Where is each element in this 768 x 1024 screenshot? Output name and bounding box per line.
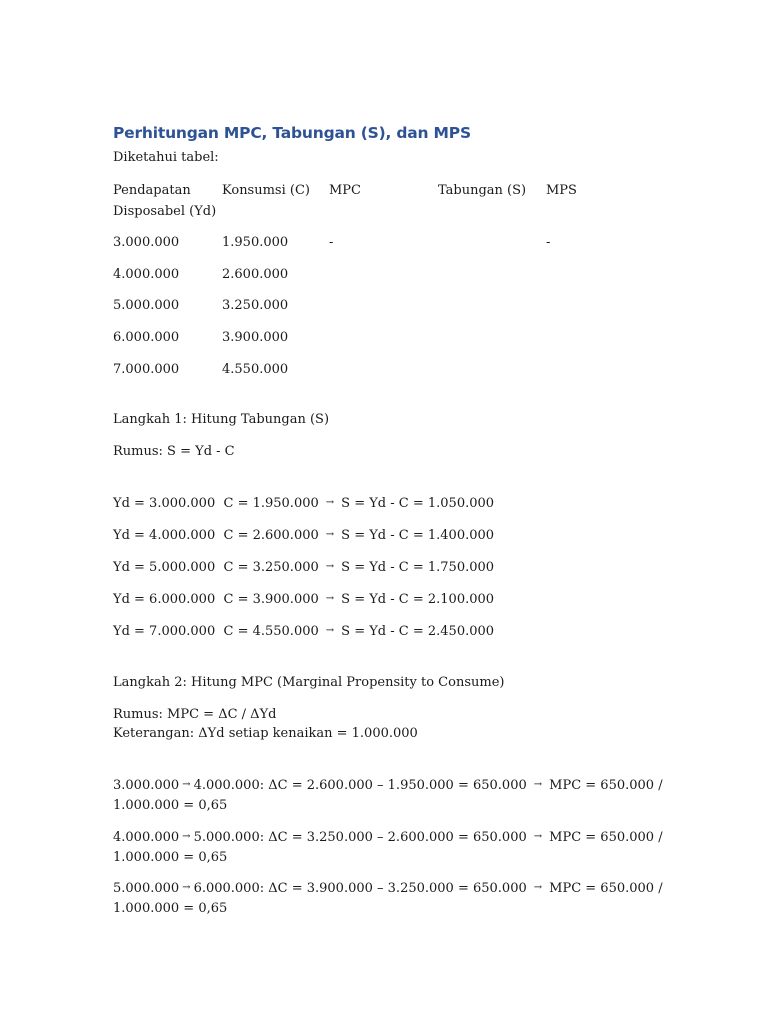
cell-yd: 4.000.000 — [113, 267, 180, 282]
cell-c: 2.600.000 — [222, 267, 289, 282]
calc-result: S = Yd - C = 1.750.000 — [341, 560, 495, 575]
table-row — [113, 359, 673, 399]
arrow-right-icon: → — [533, 831, 543, 842]
cell-yd: 5.000.000 — [113, 298, 180, 313]
delta-c: : ΔC = 2.600.000 – 1.950.000 = 650.000 — [259, 778, 527, 793]
table-header-row — [113, 180, 673, 220]
delta-c: : ΔC = 3.250.000 – 2.600.000 = 650.000 — [259, 830, 527, 845]
range-to: 6.000.000 — [193, 881, 260, 896]
arrow-right-icon: → — [325, 497, 335, 508]
step2-note: Keterangan: ΔYd setiap kenaikan = 1.000.000 — [113, 726, 418, 741]
cell-mps: - — [546, 235, 551, 250]
savings-calc-line — [113, 621, 494, 642]
mpc-result: 1.000.000 = 0,65 — [113, 901, 228, 916]
header-mps: MPS — [546, 183, 577, 198]
header-c: Konsumsi (C) — [222, 183, 310, 198]
header-s: Tabungan (S) — [438, 183, 527, 198]
arrow-right-icon: → — [325, 625, 335, 636]
calc-result: S = Yd - C = 2.450.000 — [341, 624, 495, 639]
range-from: 5.000.000 — [113, 881, 180, 896]
arrow-right-icon: → — [182, 831, 191, 842]
calc-result: S = Yd - C = 1.400.000 — [341, 528, 495, 543]
delta-c: : ΔC = 3.900.000 – 3.250.000 = 650.000 — [259, 881, 527, 896]
mpc-calc-item — [113, 878, 663, 919]
mpc-calc-item — [113, 775, 663, 816]
cell-yd: 3.000.000 — [113, 235, 180, 250]
range-to: 5.000.000 — [193, 830, 260, 845]
calc-inputs: Yd = 4.000.000 C = 2.600.000 — [113, 528, 319, 543]
calc-inputs: Yd = 7.000.000 C = 4.550.000 — [113, 624, 319, 639]
step2-heading: Langkah 2: Hitung MPC (Marginal Propensity to Consume) — [113, 675, 505, 690]
cell-c: 3.900.000 — [222, 330, 289, 345]
range-from: 4.000.000 — [113, 830, 180, 845]
arrow-right-icon: → — [325, 529, 335, 540]
calc-inputs: Yd = 5.000.000 C = 3.250.000 — [113, 560, 319, 575]
step1-formula: Rumus: S = Yd - C — [113, 444, 235, 459]
document-title: Perhitungan MPC, Tabungan (S), dan MPS — [113, 124, 471, 142]
calc-inputs: Yd = 6.000.000 C = 3.900.000 — [113, 592, 319, 607]
arrow-right-icon: → — [182, 882, 191, 893]
range-from: 3.000.000 — [113, 778, 180, 793]
mpc-formula: MPC = 650.000 / — [549, 881, 663, 896]
calc-result: S = Yd - C = 2.100.000 — [341, 592, 495, 607]
savings-calc-line — [113, 525, 494, 546]
step1-heading: Langkah 1: Hitung Tabungan (S) — [113, 412, 330, 427]
arrow-right-icon: → — [182, 779, 191, 790]
header-mpc: MPC — [329, 183, 362, 198]
cell-c: 1.950.000 — [222, 235, 289, 250]
mpc-calc-item — [113, 827, 663, 868]
cell-c: 4.550.000 — [222, 362, 289, 377]
arrow-right-icon: → — [325, 561, 335, 572]
arrow-right-icon: → — [533, 882, 543, 893]
mpc-formula: MPC = 650.000 / — [549, 778, 663, 793]
header-yd: Pendapatan Disposabel (Yd) — [113, 183, 217, 219]
mpc-formula: MPC = 650.000 / — [549, 830, 663, 845]
arrow-right-icon: → — [325, 593, 335, 604]
savings-calc-line — [113, 493, 494, 514]
savings-calc-line — [113, 589, 494, 610]
step2-formula: Rumus: MPC = ΔC / ΔYd — [113, 707, 277, 722]
mpc-result: 1.000.000 = 0,65 — [113, 850, 228, 865]
intro-text: Diketahui tabel: — [113, 150, 219, 165]
calc-inputs: Yd = 3.000.000 C = 1.950.000 — [113, 496, 319, 511]
arrow-right-icon: → — [533, 779, 543, 790]
cell-yd: 7.000.000 — [113, 362, 180, 377]
calc-result: S = Yd - C = 1.050.000 — [341, 496, 495, 511]
cell-c: 3.250.000 — [222, 298, 289, 313]
savings-calc-line — [113, 557, 494, 578]
cell-mpc: - — [329, 235, 334, 250]
range-to: 4.000.000 — [193, 778, 260, 793]
cell-yd: 6.000.000 — [113, 330, 180, 345]
mpc-result: 1.000.000 = 0,65 — [113, 798, 228, 813]
